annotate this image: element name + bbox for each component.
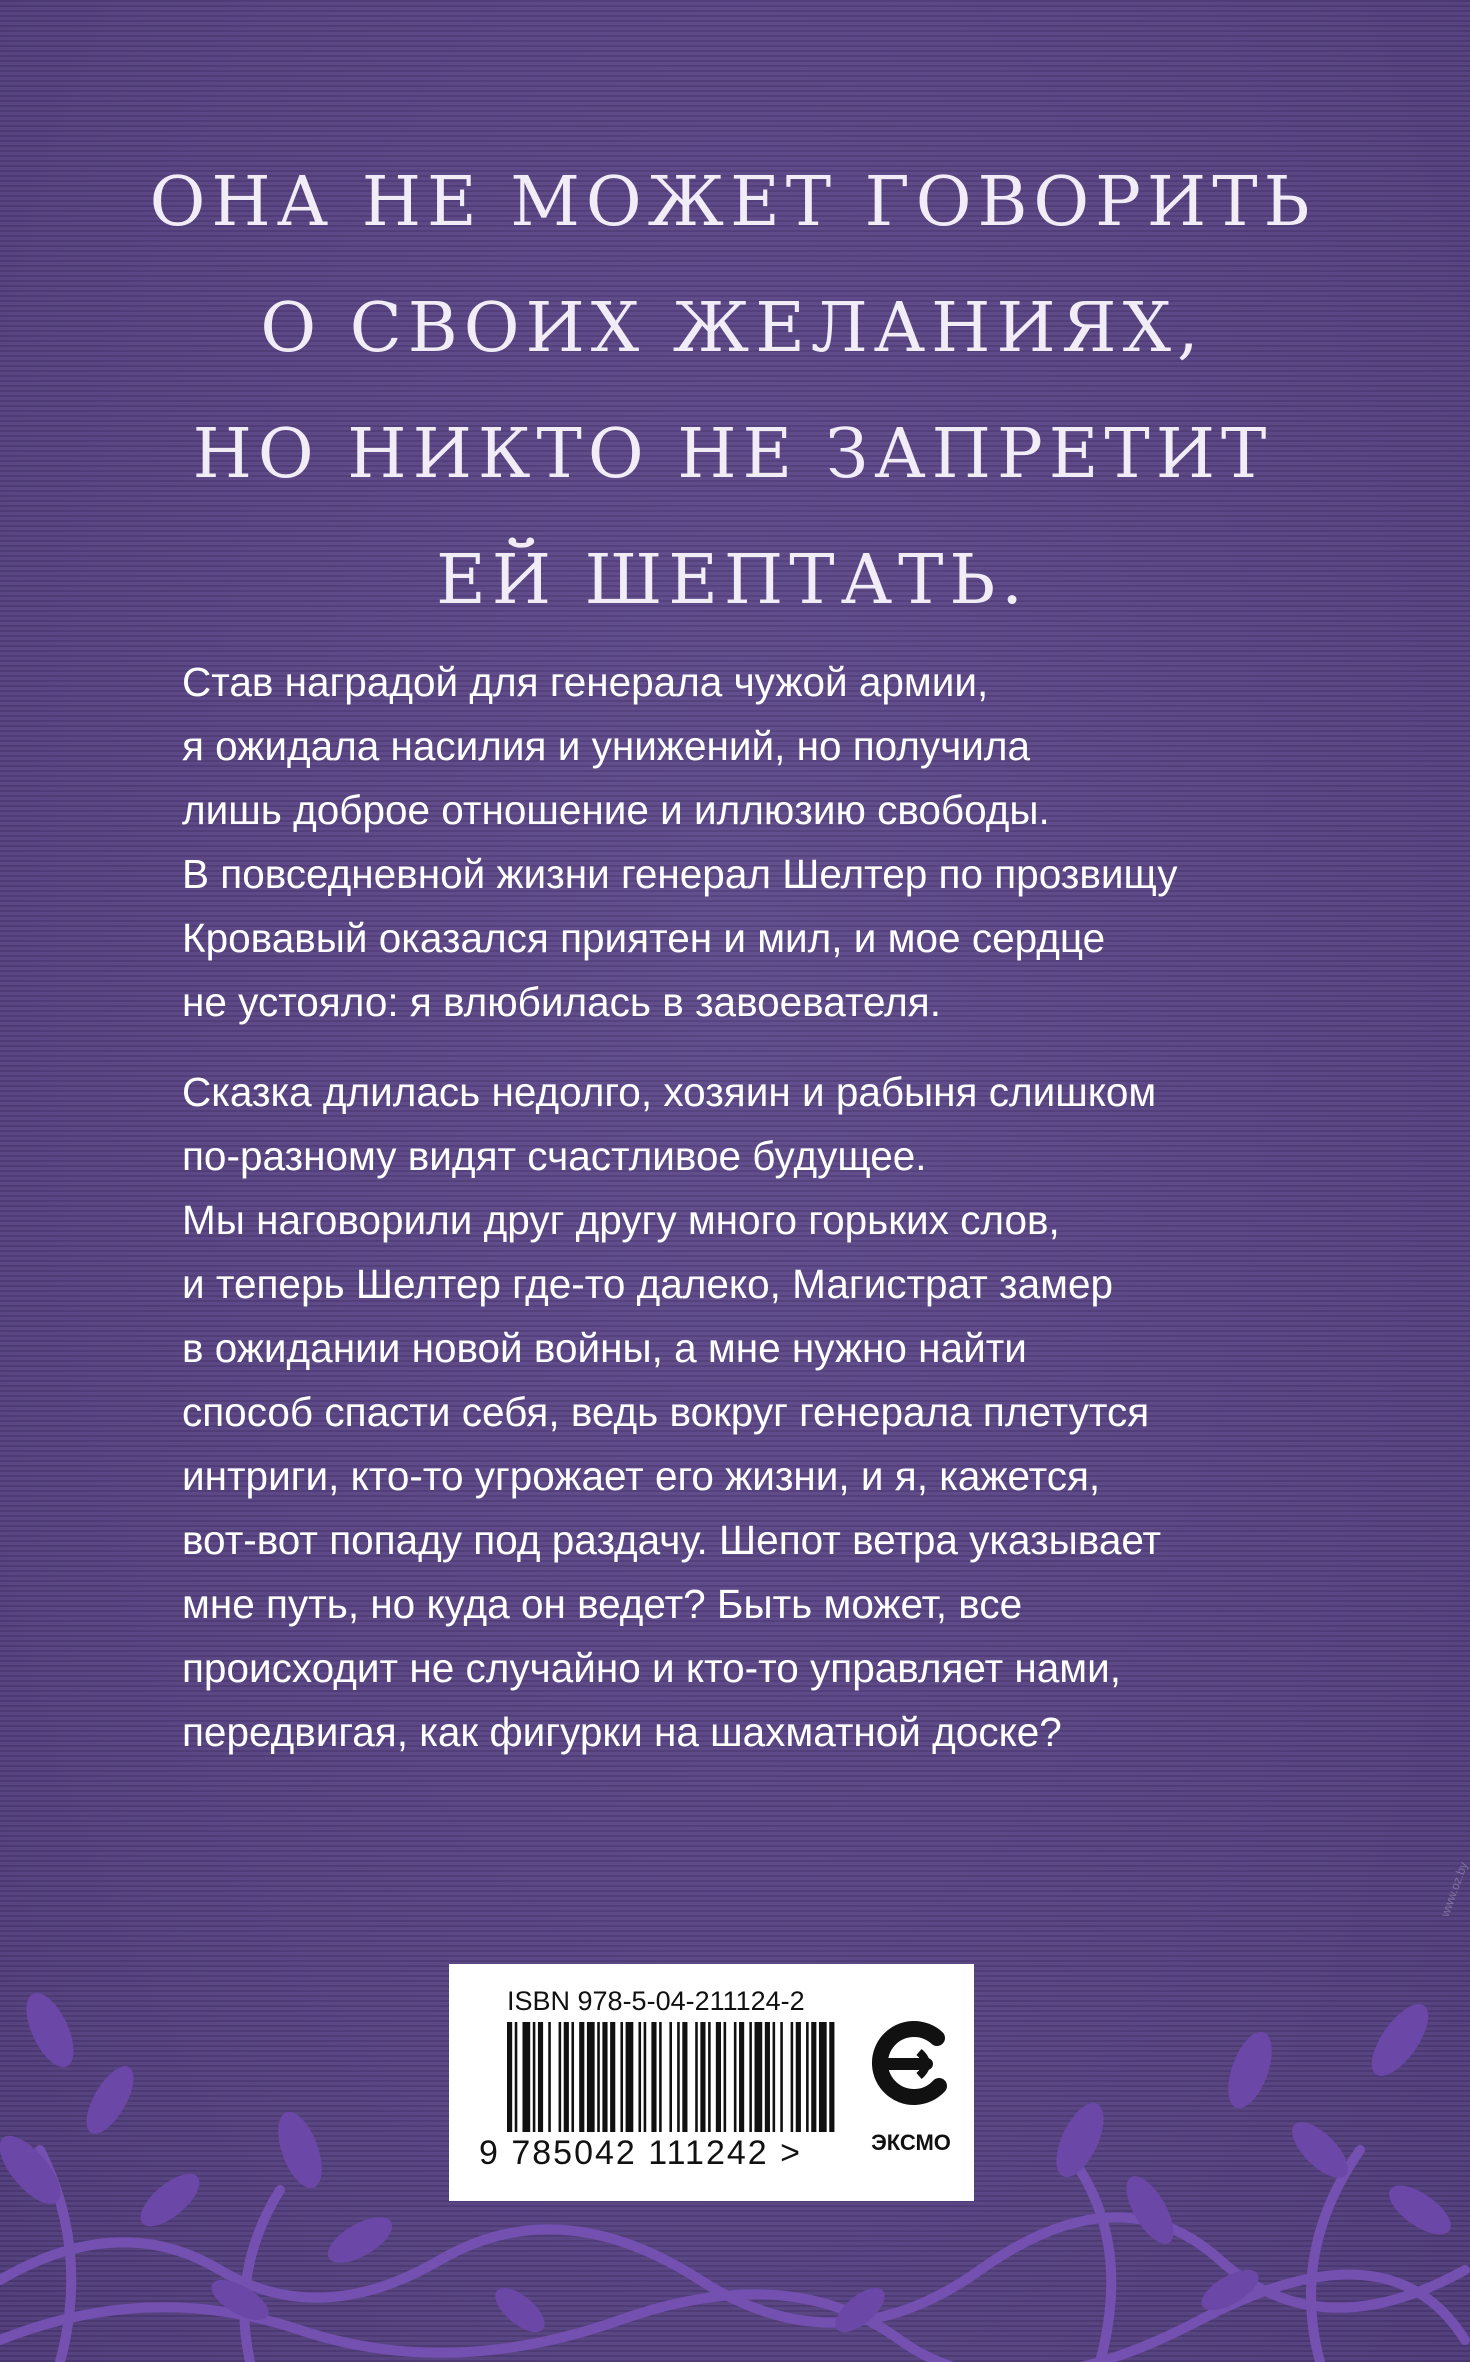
tagline-line: НО НИКТО НЕ ЗАПРЕТИТ: [192, 415, 1273, 494]
blurb-line: по-разному видят счастливое будущее.: [182, 1133, 927, 1179]
barcode-bar: [765, 2022, 770, 2132]
tagline-line: ОНА НЕ МОЖЕТ ГОВОРИТЬ: [149, 163, 1316, 242]
barcode-bar: [638, 2022, 641, 2132]
barcode-bar: [708, 2022, 711, 2132]
barcode-bar: [659, 2022, 662, 2132]
barcode-bar: [716, 2022, 721, 2132]
blurb-line: не устояло: я влюбилась в завоевателя.: [182, 979, 941, 1025]
blurb-line: в ожидании новой войны, а мне нужно найти: [182, 1325, 1027, 1371]
barcode-panel: [449, 1964, 974, 2201]
tagline: [0, 140, 1465, 644]
barcode-bar: [677, 2022, 680, 2132]
barcode-bar: [700, 2022, 705, 2132]
publisher-name: ЭКСМО: [871, 2130, 951, 2155]
barcode-bar: [602, 2022, 607, 2132]
barcode-bar: [538, 2022, 543, 2132]
barcode-bar: [669, 2022, 672, 2132]
barcode-bar: [515, 2022, 518, 2132]
barcode-bar: [610, 2022, 615, 2132]
tagline-line: О СВОИХ ЖЕЛАНИЯХ,: [260, 289, 1205, 368]
barcode-bar: [796, 2022, 801, 2132]
blurb-line: Кровавый оказался приятен и мил, и мое сердце: [182, 915, 1106, 961]
barcode-bar: [651, 2022, 656, 2132]
blurb-line: Сказка длилась недолго, хозяин и рабыня слишком: [182, 1069, 1157, 1115]
barcode-bar: [682, 2022, 687, 2132]
barcode-bar: [806, 2022, 809, 2132]
barcode-bar: [749, 2022, 752, 2132]
blurb-line: интриги, кто-то угрожает его жизни, и я, кажется,: [182, 1453, 1101, 1499]
blurb-line: и теперь Шелтер где-то далеко, Магистрат замер: [182, 1261, 1113, 1307]
eksmo-logo-icon: [867, 2008, 955, 2120]
barcode-bar: [548, 2022, 551, 2132]
barcode-icon: [507, 2022, 837, 2132]
blurb-paragraph-2: [182, 1060, 1302, 1764]
barcode-bar: [734, 2022, 737, 2132]
barcode-bar: [644, 2022, 647, 2132]
barcode-bar: [829, 2022, 834, 2132]
barcode-bar: [791, 2022, 794, 2132]
barcode-bar: [620, 2022, 623, 2132]
blurb-line: способ спасти себя, ведь вокруг генерала плетутся: [182, 1389, 1150, 1435]
blurb-paragraph-1: [182, 650, 1302, 1034]
tagline-line: ЕЙ ШЕПТАТЬ.: [436, 541, 1029, 620]
barcode-bar: [755, 2022, 763, 2132]
barcode-bar: [695, 2022, 698, 2132]
blurb-line: я ожидала насилия и унижений, но получила: [182, 723, 1031, 769]
barcode-bar: [819, 2022, 827, 2132]
barcode-bar: [597, 2022, 600, 2132]
blurb-line: В повседневной жизни генерал Шелтер по прозвищу: [182, 851, 1178, 897]
blurb-line: лишь доброе отношение и иллюзию свободы.: [182, 787, 1050, 833]
barcode-bar: [564, 2022, 569, 2132]
blurb-line: Став наградой для генерала чужой армии,: [182, 659, 989, 705]
barcode-bar: [724, 2022, 727, 2132]
barcode-bar: [739, 2022, 744, 2132]
blurb-line: происходит не случайно и кто-то управляет нами,: [182, 1645, 1121, 1691]
isbn-label: ISBN 978-5-04-211124-2: [507, 1986, 805, 2016]
barcode-bar: [780, 2022, 783, 2132]
barcode-bar: [559, 2022, 562, 2132]
barcode-digits: 9 785042 111242 >: [479, 2134, 802, 2172]
barcode-bar: [626, 2022, 634, 2132]
blurb-line: вот-вот попаду под раздачу. Шепот ветра указывает: [182, 1517, 1162, 1563]
blurb-line: Мы наговорили друг другу много горьких слов,: [182, 1197, 1060, 1243]
barcode-bar: [507, 2022, 512, 2132]
barcode-bar: [811, 2022, 816, 2132]
barcode-bar: [533, 2022, 536, 2132]
barcode-bar: [571, 2022, 574, 2132]
blurb-line: передвигая, как фигурки на шахматной доске?: [182, 1709, 1062, 1755]
barcode-bar: [773, 2022, 776, 2132]
blurb-line: мне путь, но куда он ведет? Быть может, все: [182, 1581, 1023, 1627]
barcode-bar: [587, 2022, 595, 2132]
barcode-bar: [522, 2022, 530, 2132]
barcode-bar: [579, 2022, 584, 2132]
watermark: www.oz.by: [1437, 1860, 1470, 1919]
